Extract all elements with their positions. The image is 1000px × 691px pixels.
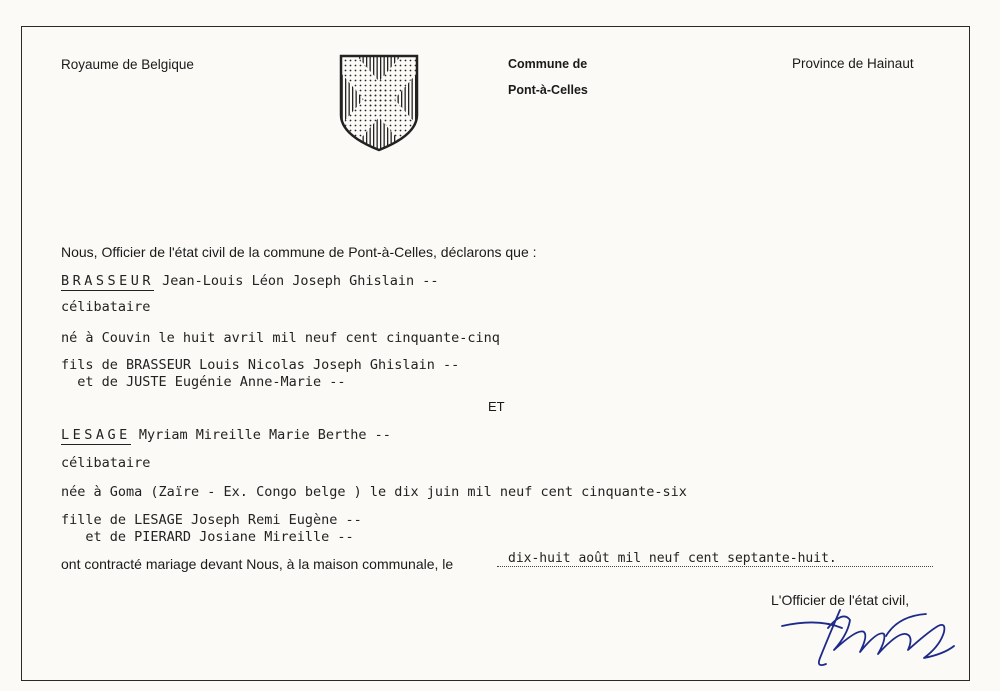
groom-mother: et de JUSTE Eugénie Anne-Marie --: [61, 374, 346, 390]
et-separator: ET: [488, 399, 505, 414]
groom-given-names: Jean-Louis Léon Joseph Ghislain --: [154, 273, 439, 289]
kingdom-label: Royaume de Belgique: [61, 57, 194, 72]
officer-label: L'Officier de l'état civil,: [771, 592, 910, 608]
bride-status: célibataire: [61, 455, 151, 471]
groom-birth: né à Couvin le huit avril mil neuf cent cinquante-cinq: [61, 330, 500, 346]
groom-surname: BRASSEUR: [61, 273, 155, 289]
marriage-date: dix-huit août mil neuf cent septante-huit.: [508, 551, 837, 566]
bride-name-line: [61, 427, 391, 443]
commune-label: Commune de: [508, 57, 588, 71]
province-label: Province de Hainaut: [792, 56, 914, 71]
groom-father: fils de BRASSEUR Louis Nicolas Joseph Ghislain --: [61, 357, 460, 373]
certificate-border: [21, 26, 970, 681]
bride-father: fille de LESAGE Joseph Remi Eugène --: [61, 512, 362, 528]
commune-name: Pont-à-Celles: [508, 83, 588, 97]
groom-status: célibataire: [61, 299, 151, 315]
bride-given-names: Myriam Mireille Marie Berthe --: [130, 427, 391, 443]
bride-surname: LESAGE: [61, 427, 131, 443]
groom-name-line: [61, 273, 439, 289]
date-dotted-line: [497, 566, 933, 567]
intro-statement: Nous, Officier de l'état civil de la commune de Pont-à-Celles, déclarons que :: [61, 244, 537, 260]
handwritten-signature-icon: [768, 588, 968, 676]
bride-birth: née à Goma (Zaïre - Ex. Congo belge ) le dix juin mil neuf cent cinquante-six: [61, 484, 687, 500]
marriage-statement: ont contracté mariage devant Nous, à la maison communale, le: [61, 556, 454, 572]
bride-mother: et de PIERARD Josiane Mireille --: [61, 529, 354, 545]
shield-saltire-icon: [338, 53, 420, 153]
